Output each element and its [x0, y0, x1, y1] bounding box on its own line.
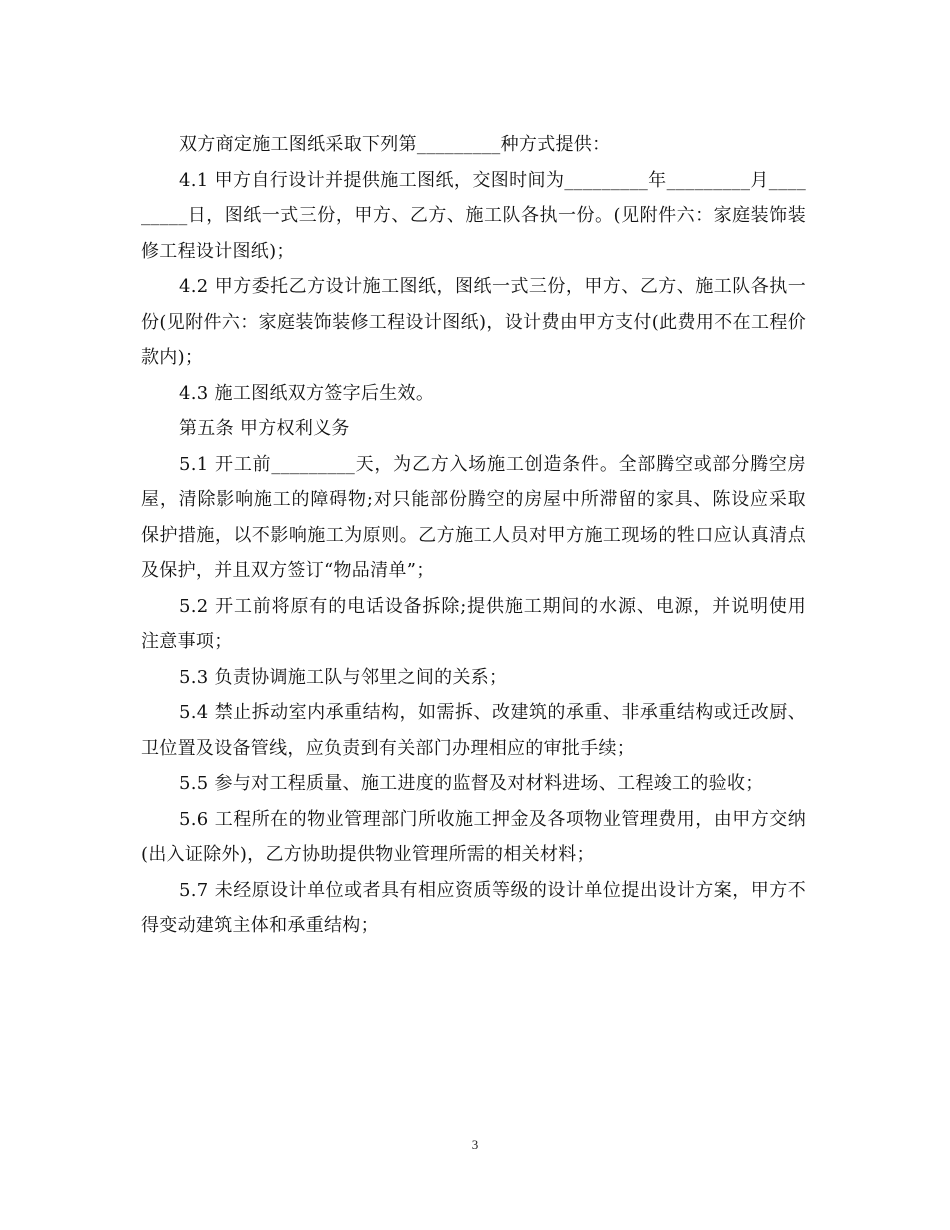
- paragraph-5-1: 5.1 开工前_________天，为乙方入场施工创造条件。全部腾空或部分腾空房屋，清除影响施工的障碍物;对只能部份腾空的房屋中所滞留的家具、陈设应采取保护措施，以不影响施工为原则。乙方施工人员对甲方施工现场的牲口应认真清点及保护，并且双方签订“物品清单”；: [141, 453, 806, 581]
- paragraph-5-6: 5.6 工程所在的物业管理部门所收施工押金及各项物业管理费用，由甲方交纳(出入证除外)，乙方协助提供物业管理所需的相关材料；: [141, 808, 806, 865]
- paragraph-4-2: 4.2 甲方委托乙方设计施工图纸，图纸一式三份，甲方、乙方、施工队各执一份(见附件六：家庭装饰装修工程设计图纸)，设计费由甲方支付(此费用不在工程价款内)；: [141, 276, 806, 368]
- page-number: 3: [471, 1137, 479, 1152]
- paragraph-5-2: 5.2 开工前将原有的电话设备拆除;提供施工期间的水源、电源，并说明使用注意事项；: [141, 595, 806, 652]
- paragraph-5-7: 5.7 未经原设计单位或者具有相应资质等级的设计单位提出设计方案，甲方不得变动建筑主体和承重结构；: [141, 879, 806, 936]
- document-body: [141, 127, 806, 944]
- section-heading-article-5: 第五条 甲方权利义务: [179, 418, 350, 439]
- paragraph-drawing-methods: 双方商定施工图纸采取下列第_________种方式提供：: [179, 134, 611, 155]
- paragraph-5-5: 5.5 参与对工程质量、施工进度的监督及对材料进场、工程竣工的验收；: [179, 773, 764, 794]
- paragraph-5-4: 5.4 禁止拆动室内承重结构，如需拆、改建筑的承重、非承重结构或迁改厨、卫位置及设备管线，应负责到有关部门办理相应的审批手续；: [141, 702, 806, 759]
- paragraph-4-1: 4.1 甲方自行设计并提供施工图纸，交图时间为_________年_________月_________日，图纸一式三份，甲方、乙方、施工队各执一份。(见附件六：家庭装饰装修工程设计图纸)；: [141, 169, 806, 262]
- paragraph-5-3: 5.3 负责协调施工队与邻里之间的关系；: [179, 666, 508, 688]
- paragraph-4-3: 4.3 施工图纸双方签字后生效。: [179, 382, 435, 404]
